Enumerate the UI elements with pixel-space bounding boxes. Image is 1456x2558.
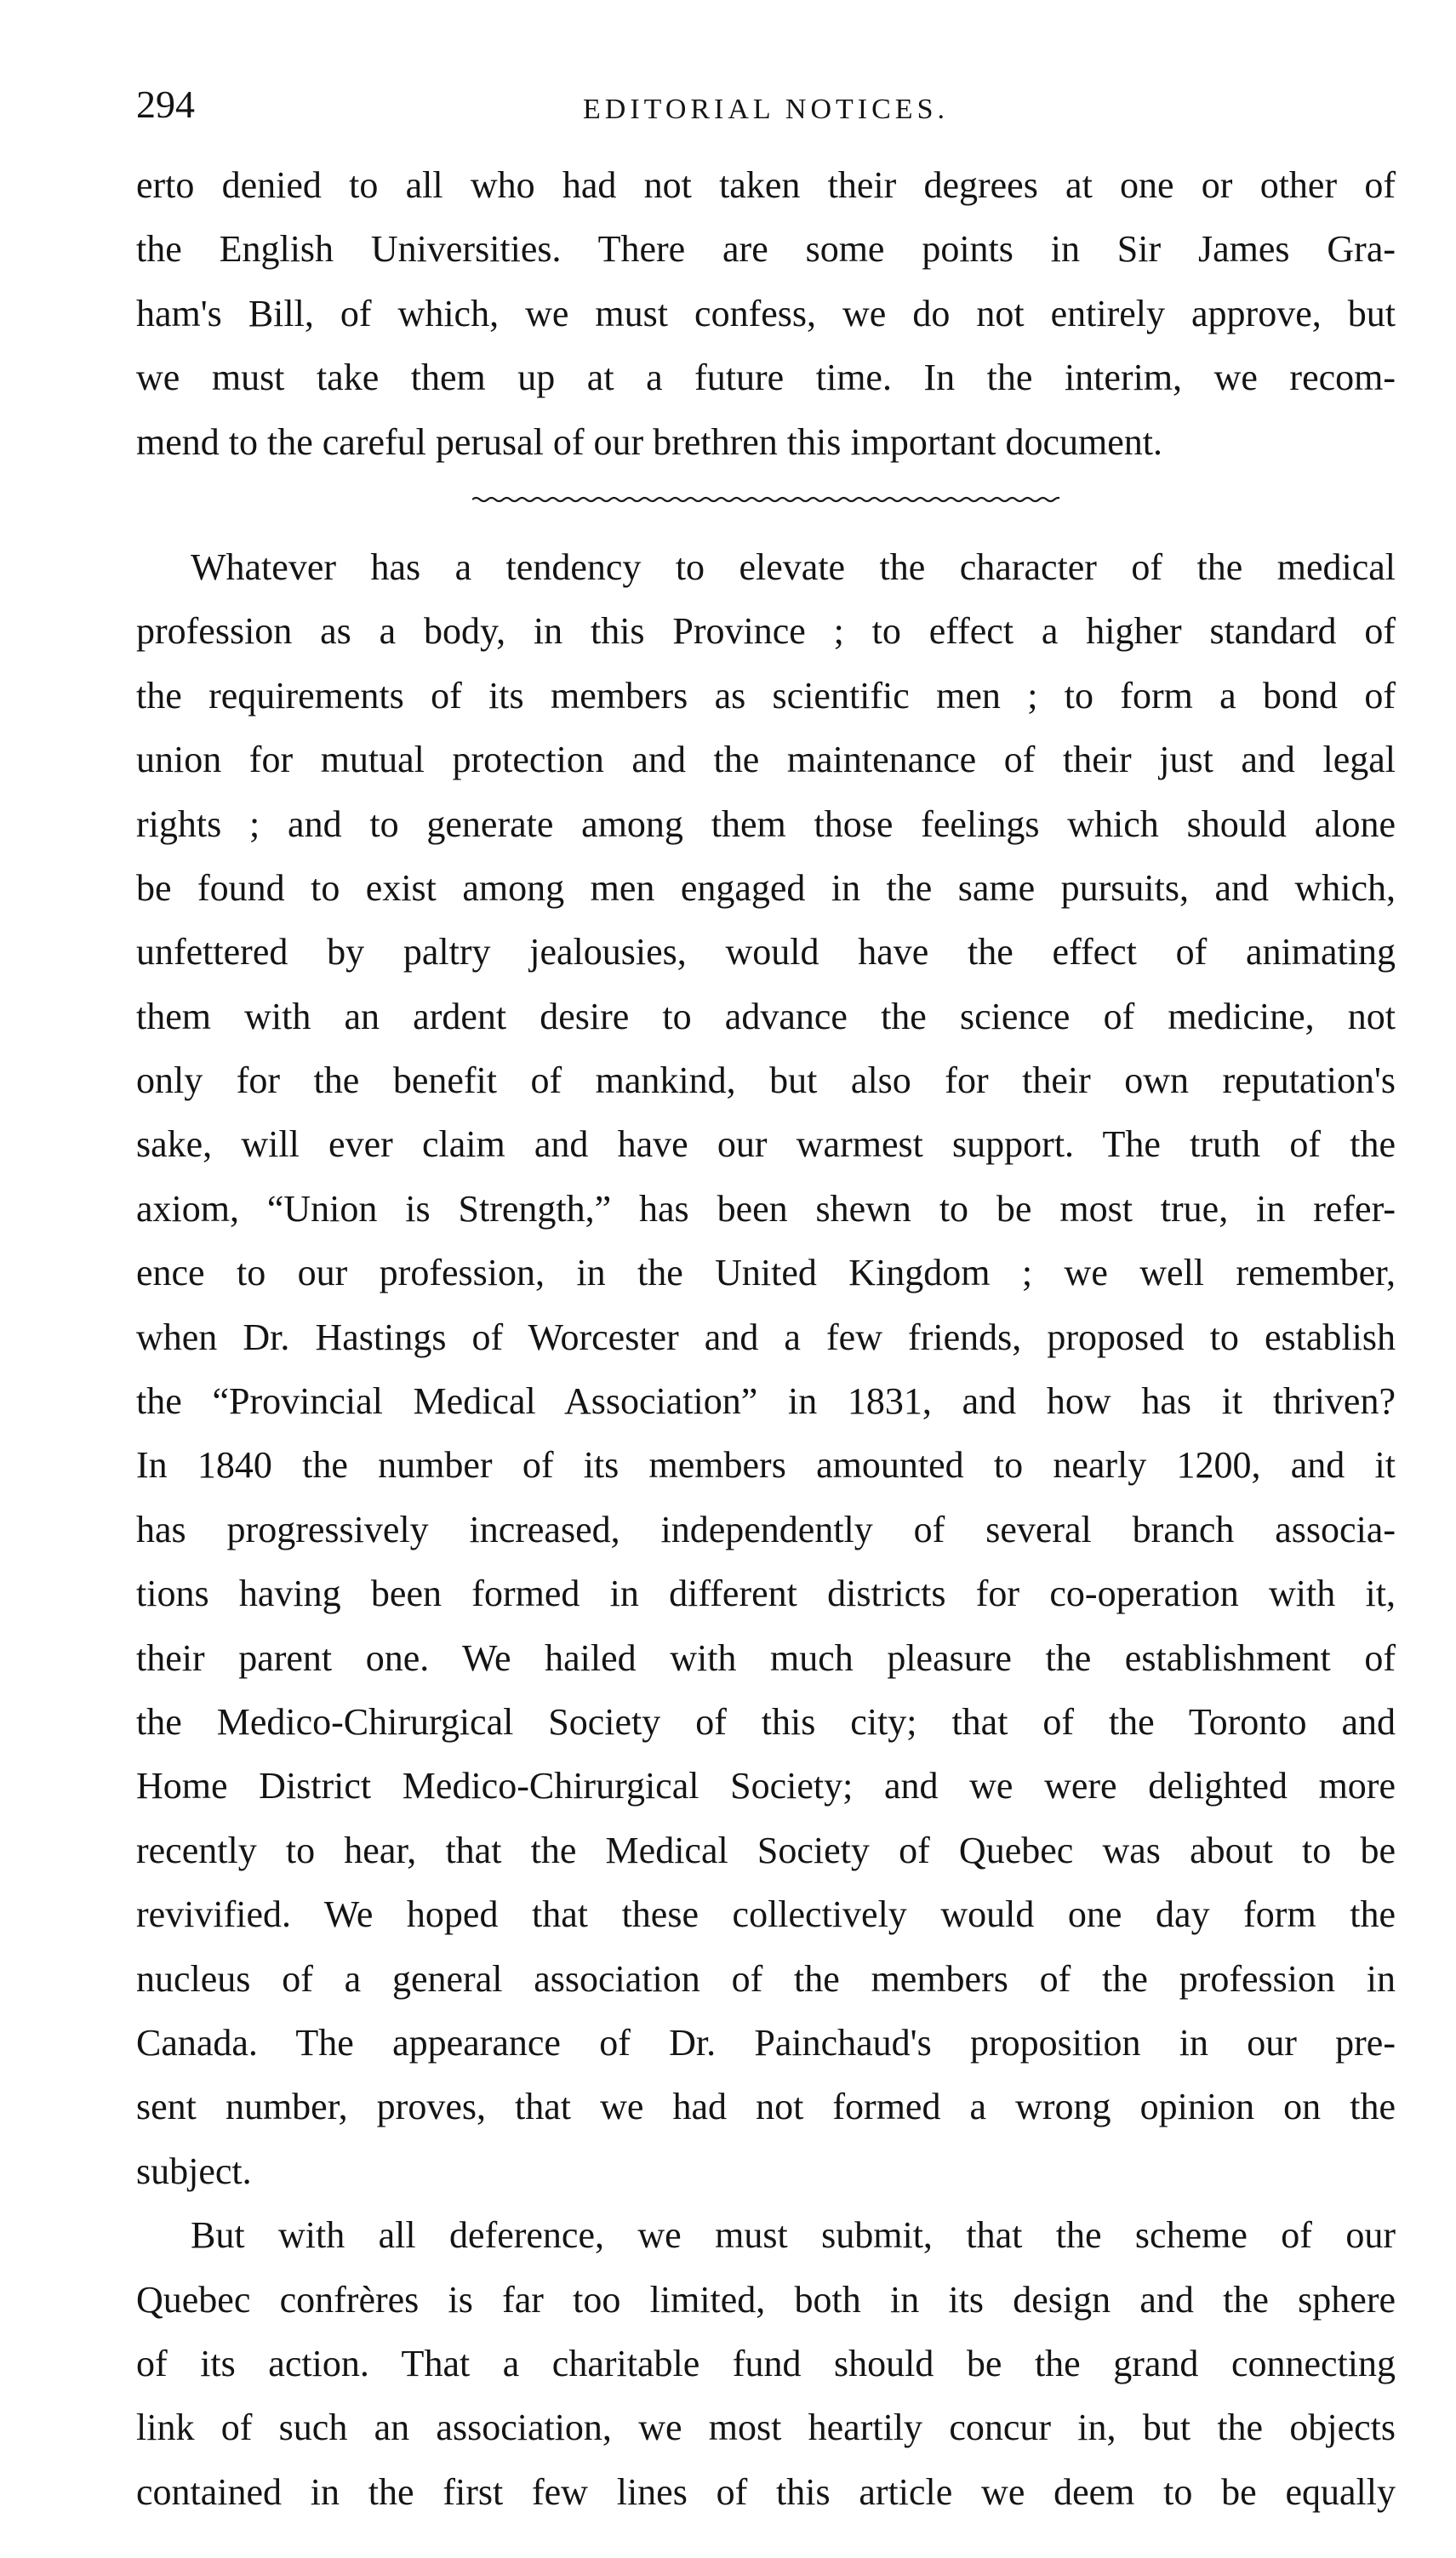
text-line: we must take them up at a future time. In the interim, we recom- <box>136 357 1396 399</box>
text-line: Whatever has a tendency to elevate the character of the medical <box>191 545 1396 588</box>
text-line: profession as a body, in this Province ; to effect a higher standard of <box>136 610 1396 653</box>
text-line: nucleus of a general association of the members of the profession in <box>136 1957 1396 2000</box>
text-line: the English Universities. There are some points in Sir James Gra- <box>136 228 1396 271</box>
text-line: rights ; and to generate among them those feelings which should alone <box>136 802 1396 845</box>
text-line: sent number, proves, that we had not formed a wrong opinion on the <box>136 2086 1396 2128</box>
paragraph-continuation <box>136 153 1396 474</box>
text-line: erto denied to all who had not taken their degrees at one or other of <box>136 164 1396 206</box>
text-line: only for the benefit of mankind, but also for their own reputation's <box>136 1059 1396 1102</box>
text-line: recently to hear, that the Medical Society of Quebec was about to be <box>136 1829 1396 1871</box>
text-line: link of such an association, we most heartily concur in, but the objects <box>136 2407 1396 2449</box>
running-head <box>136 75 1396 134</box>
wavy-rule-ornament <box>472 491 1059 508</box>
text-line: the requirements of its members as scientific men ; to form a bond of <box>136 674 1396 717</box>
text-line: Canada. The appearance of Dr. Painchaud's proposition in our pre- <box>136 2021 1396 2064</box>
text-line: In 1840 the number of its members amounted to nearly 1200, and it <box>136 1444 1396 1487</box>
text-line: Quebec confrères is far too limited, both in its design and the sphere <box>136 2278 1396 2321</box>
text-line: union for mutual protection and the maintenance of their just and legal <box>136 739 1396 781</box>
text-line: revivified. We hoped that these collectively would one day form the <box>136 1893 1396 1936</box>
text-line: of its action. That a charitable fund should be the grand connecting <box>136 2342 1396 2384</box>
text-line: them with an ardent desire to advance the science of medicine, not <box>136 995 1396 1037</box>
text-line: mend to the careful perusal of our brethren this important document. <box>136 420 1162 463</box>
paragraph-quebec-scheme <box>136 2203 1396 2524</box>
text-line: contained in the first few lines of this article we deem to be equally <box>136 2470 1396 2513</box>
page-number: 294 <box>136 83 195 126</box>
section-divider <box>136 479 1396 520</box>
text-line: has progressively increased, independently of several branch associa- <box>136 1508 1396 1550</box>
text-line: be found to exist among men engaged in the same pursuits, and which, <box>136 866 1396 909</box>
text-line: ham's Bill, of which, we must confess, we do not entirely approve, but <box>136 292 1396 334</box>
text-line: when Dr. Hastings of Worcester and a few friends, proposed to establish <box>136 1316 1396 1358</box>
text-line: unfettered by paltry jealousies, would have the effect of animating <box>136 931 1396 974</box>
body-text <box>136 153 1396 2524</box>
text-line: the Medico-Chirurgical Society of this city; that of the Toronto and <box>136 1700 1396 1743</box>
text-line: sake, will ever claim and have our warmest support. The truth of the <box>136 1123 1396 1166</box>
text-line: ence to our profession, in the United Kingdom ; we well remember, <box>136 1252 1396 1294</box>
text-line: Home District Medico-Chirurgical Society; and we were delighted more <box>136 1765 1396 1807</box>
text-line: their parent one. We hailed with much pleasure the establishment of <box>136 1636 1396 1679</box>
text-line: tions having been formed in different districts for co-operation with it, <box>136 1573 1396 1615</box>
text-line: axiom, “Union is Strength,” has been shewn to be most true, in refer- <box>136 1187 1396 1230</box>
text-line: the “Provincial Medical Association” in 1831, and how has it thriven? <box>136 1380 1396 1423</box>
text-line: But with all deference, we must submit, that the scheme of our <box>191 2214 1396 2257</box>
running-head-title: EDITORIAL NOTICES. <box>583 94 949 125</box>
text-line: subject. <box>136 2150 252 2192</box>
paragraph-medical-association <box>136 535 1396 2203</box>
